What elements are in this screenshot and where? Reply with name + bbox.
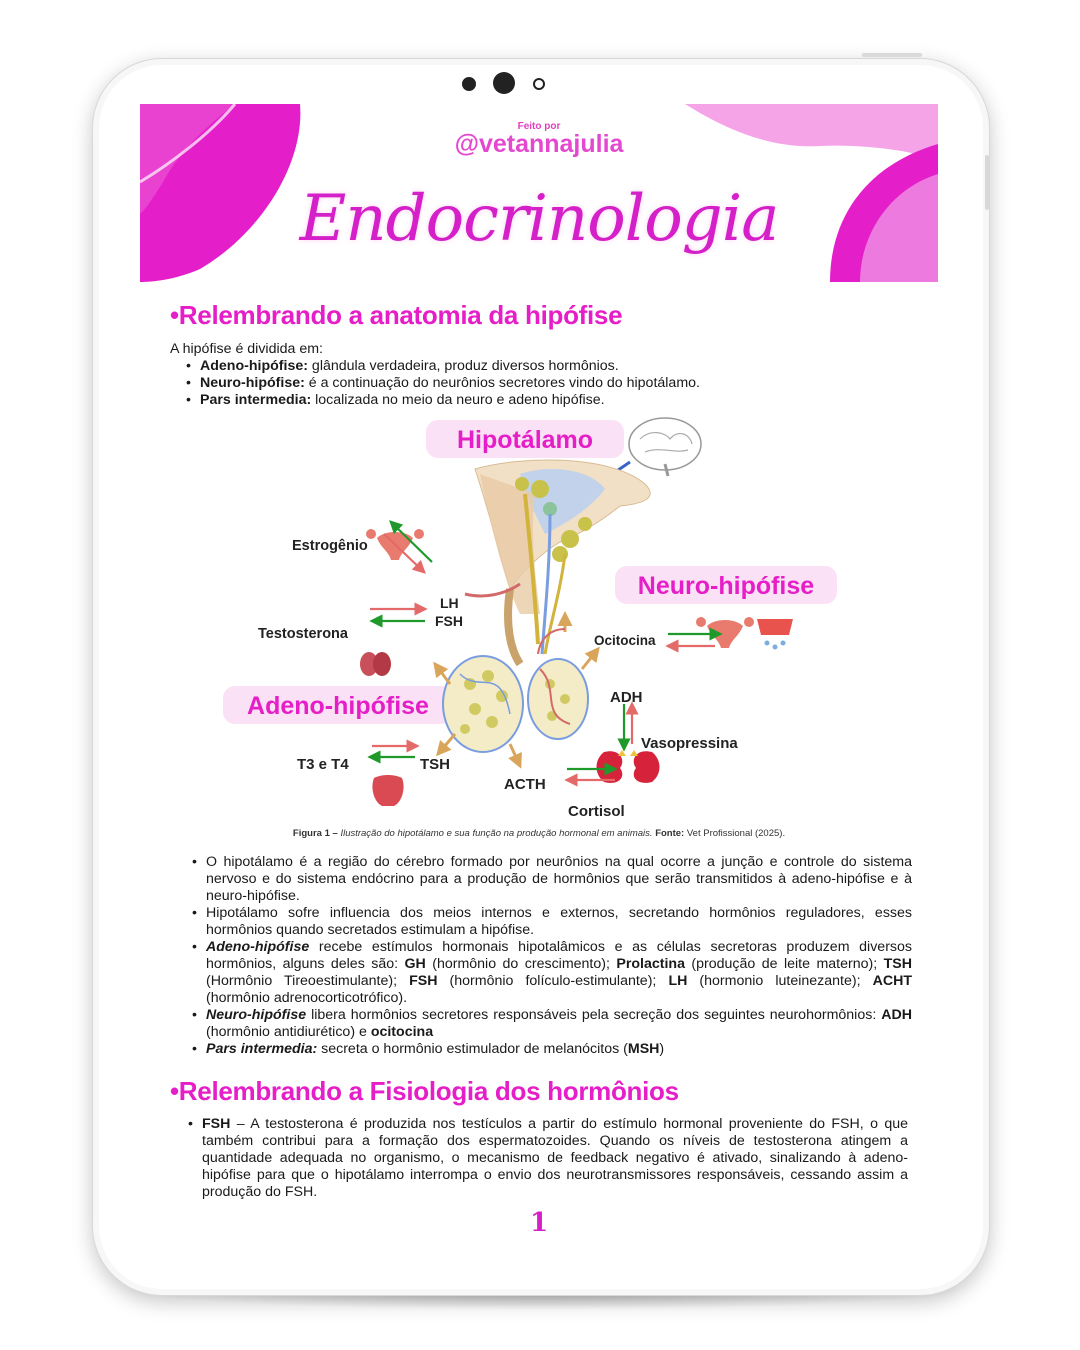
kidneys-icon <box>597 750 660 783</box>
label-cortisol: Cortisol <box>568 803 625 820</box>
label-testosterona: Testosterona <box>258 626 348 642</box>
section-heading-physiology: •Relembrando a Fisiologia dos hormônios <box>170 1076 679 1106</box>
label-hipotalamo: Hipotálamo <box>456 426 594 454</box>
volume-button <box>985 155 989 210</box>
label-neuro-hipofise: Neuro-hipófise <box>637 572 815 600</box>
label-adh: ADH <box>610 689 643 706</box>
power-button <box>862 53 922 57</box>
explanation-list <box>190 854 912 1058</box>
list-item: • O hipotálamo é a região do cérebro formado por neurônios na qual ocorre a junção e controle do sistema nervoso e do sistema endócrino para a produção de hormônios que serão transmitidos à adeno-hipófise e à neuro-hipófise. <box>190 854 912 905</box>
list-item: • Neuro-hipófise libera hormônios secretores responsáveis pela secreção dos seguintes neurohormônios: ADH (hormônio antidiurético) e ocitocina <box>190 1007 912 1041</box>
label-ocitocina: Ocitocina <box>594 633 656 648</box>
page <box>140 104 938 1260</box>
label-vasopressina: Vasopressina <box>641 735 738 752</box>
section-heading-anatomy: •Relembrando a anatomia da hipófise <box>170 300 623 330</box>
camera-lens-icon <box>493 72 515 94</box>
header-banner <box>140 104 938 282</box>
physiology-text <box>186 1116 908 1201</box>
label-t3-t4: T3 e T4 <box>297 756 349 773</box>
list-item: • Hipotálamo sofre influencia dos meios internos e externos, secretando hormônios reguladores, esses hormônios quando secretados estimulam a hipófise. <box>190 905 912 939</box>
pituitary-illustration <box>435 614 598 766</box>
list-item: • Pars intermedia: localizada no meio da neuro e adeno hipófise. <box>184 392 910 409</box>
figure-caption: Figura 1 – Ilustração do hipotálamo e sua função na produção hormonal em animais. Fonte: Vet Profissional (2025). <box>292 828 786 839</box>
list-item: • Adeno-hipófise recebe estímulos hormonais hipotalâmicos e as células secretoras produzem diversos hormônios, alguns deles são: GH (hormônio do crescimento); Prolactina (produção de leite materno); TSH (Hormônio Tireoestimulante); FSH (hormônio folículo-estimulante); LH (hormonio luteinezante); ACHT (hormônio adrenocorticotrófico). <box>190 939 912 1007</box>
brain-icon <box>629 418 701 476</box>
anatomy-text <box>170 341 910 409</box>
uterus-icon-right <box>696 617 754 648</box>
page-title: Endocrinologia <box>299 182 779 256</box>
thyroid-icon <box>372 775 403 806</box>
sensor-icon <box>533 78 545 90</box>
anatomy-intro: A hipófise é dividida em: <box>170 341 323 357</box>
label-acth: ACTH <box>504 776 546 793</box>
list-item: • Pars intermedia: secreta o hormônio estimulador de melanócitos (MSH) <box>190 1041 912 1058</box>
author-handle: @vetannajulia <box>454 130 624 158</box>
made-by-label: Feito por <box>517 121 561 132</box>
page-number: 1 <box>529 1208 549 1238</box>
camera-dot-icon <box>462 77 476 91</box>
label-fsh: FSH <box>435 613 463 629</box>
label-adeno-hipofise: Adeno-hipófise <box>247 692 429 720</box>
testicles-icon <box>360 652 391 676</box>
label-estrogenio: Estrogênio <box>292 538 368 554</box>
list-item: • Neuro-hipófise: é a continuação do neurônios secretores vindo do hipotálamo. <box>184 375 910 392</box>
hypophysis-diagram <box>220 414 870 824</box>
list-item: • Adeno-hipófise: glândula verdadeira, produz diversos hormônios. <box>184 358 910 375</box>
list-item: • FSH – A testosterona é produzida nos testículos a partir do estímulo hormonal proveniente do FSH, o que também contribui para a formação dos espermatozoides. Quando os níveis de testosterona atingem a quantidade adequada no organismo, o mecanismo de feedback negativo é ativado, sinalizando à adeno-hipófise para que o hipotálamo interrompa o envio dos neurotransmissores responsáveis, cessando assim a produção do FSH. <box>186 1116 908 1201</box>
mammary-gland-icon <box>757 619 793 650</box>
label-tsh: TSH <box>420 756 450 773</box>
label-lh: LH <box>440 595 459 611</box>
